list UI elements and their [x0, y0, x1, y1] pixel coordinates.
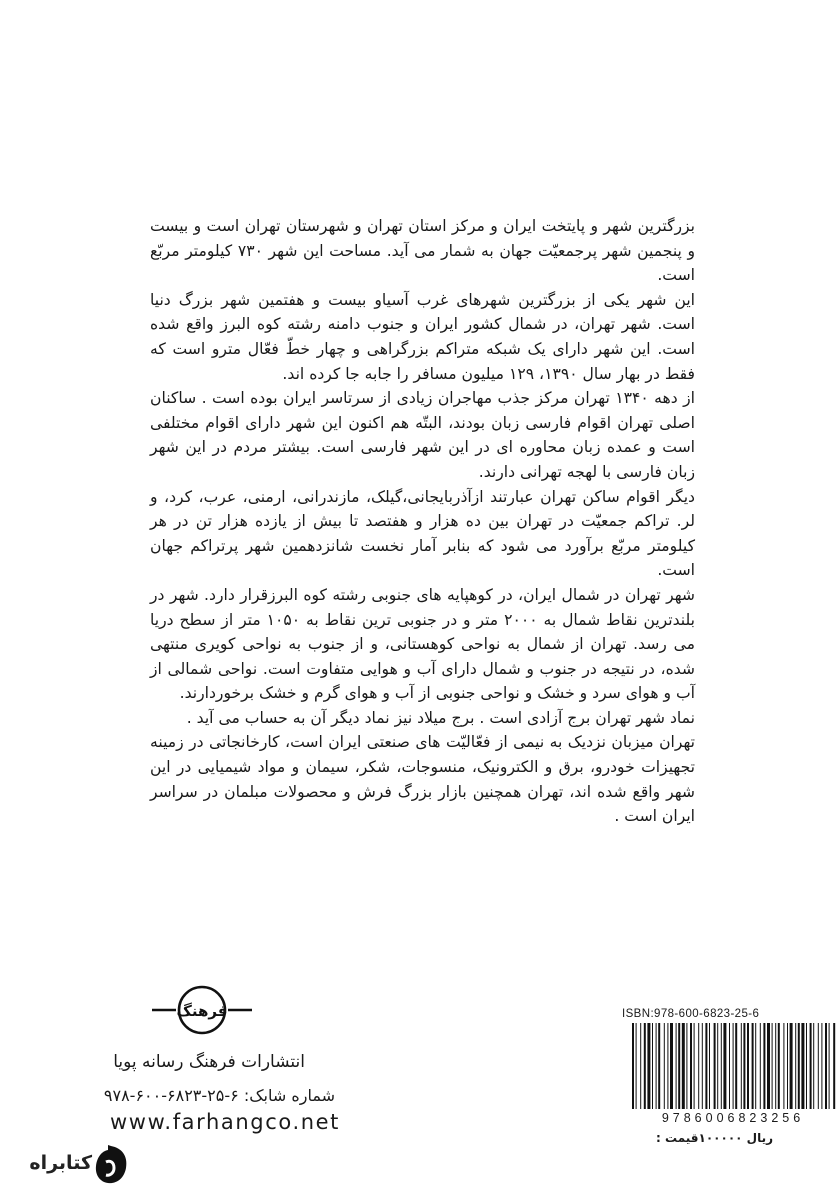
barcode-bar	[743, 1023, 745, 1109]
price-label: ریال ۱۰۰۰۰۰قیمت :	[656, 1131, 773, 1145]
barcode-bar	[664, 1023, 665, 1109]
barcode-bar	[682, 1023, 685, 1109]
paragraph: تهران میزبان نزدیک به نیمی از فعّالیّت های صنعتی ایران است، کارخانجاتی در زمینه تجهیزات خودرو، برق و الکترونیک، منسوجات، شکر، سیمان و مواد شیمیایی در این شهر واقع شده اند، تهران همچنین بازار بزرگ فرش و محصولات مبلمان در سراسر ایران است .	[150, 733, 695, 826]
svg-text:فرهنگ: فرهنگ	[176, 1002, 228, 1020]
barcode-bar	[833, 1023, 835, 1109]
brand-name: کتابراه	[29, 1152, 92, 1174]
paragraph: از دهه ۱۳۴۰ تهران مرکز جذب مهاجران زیادی از سرتاسر ایران بوده است . ساکنان اصلی تهران اقوام فارسی زبان بودند، البتّه هم اکنون این شهر دارای اقوام مختلفی است و عمده زبان محاوره ای در این شهر فارسی است. بیشتر مردم در این شهر زبان فارسی با لهجه تهرانی دارند.	[150, 389, 695, 481]
barcode-bar	[676, 1023, 677, 1109]
barcode-bar	[652, 1023, 653, 1109]
barcode-bar	[752, 1023, 754, 1109]
barcode-bar	[714, 1023, 716, 1109]
barcode-bar	[818, 1023, 819, 1109]
barcode-bar	[721, 1023, 722, 1109]
barcode-bar	[763, 1023, 765, 1109]
paragraph: نماد شهر تهران برج آزادی است . برج میلاد نیز نماد دیگر آن به حساب می آید .	[186, 708, 695, 727]
ketabrah-logo-icon	[92, 1142, 130, 1186]
barcode-bar	[705, 1023, 707, 1109]
website-url[interactable]: www.farhangco.net	[110, 1110, 340, 1134]
barcode-bar	[790, 1023, 793, 1109]
barcode-bar	[783, 1023, 784, 1109]
farhang-logo-icon	[152, 985, 252, 1035]
barcode	[628, 1023, 838, 1109]
barcode-bar	[632, 1023, 634, 1109]
paragraph: این شهر یکی از بزرگترین شهرهای غرب آسیاو بیست و هفتمین شهر بزرگ دنیا است. شهر تهران، در شمال کشور ایران و جنوب دامنه رشته کوه البرز واقع شده است. این شهر دارای یک شبکه متراکم بزرگراهی و چهار خطّ فعّال مترو است که فقط در بهار سال ۱۳۹۰، ۱۲۹ میلیون مسافر را جابه جا کرده اند.	[150, 290, 695, 383]
barcode-bar	[772, 1023, 773, 1109]
barcode-bar	[702, 1023, 703, 1109]
barcode-bar	[647, 1023, 650, 1109]
barcode-bar	[656, 1023, 657, 1109]
barcode-bar	[667, 1023, 668, 1109]
barcode-bar	[767, 1023, 770, 1109]
barcode-bar	[729, 1023, 730, 1109]
barcode-bar	[670, 1023, 673, 1109]
barcode-bar	[678, 1023, 680, 1109]
barcode-bar	[778, 1023, 780, 1109]
barcode-bar	[821, 1023, 822, 1109]
barcode-bar	[760, 1023, 761, 1109]
barcode-bar	[806, 1023, 807, 1109]
barcode-bar	[709, 1023, 710, 1109]
barcode-bar	[733, 1023, 734, 1109]
isbn-persian: شماره شابک: ۶-۲۵-۶۸۲۳-۶۰۰-۹۷۸	[103, 1086, 335, 1105]
barcode-bar	[810, 1023, 812, 1109]
barcode-bar	[640, 1023, 641, 1109]
barcode-bar	[795, 1023, 796, 1109]
paragraph: شهر تهران در شمال ایران، در کوهپایه های جنوبی رشته کوه البرزقرار دارد. شهر در بلندترین نقاط شمال به ۲۰۰۰ متر و در جنوبی ترین نقاط به ۱۰۵۰ متر از سطح دریا می رسد. تهران از شمال به نواحی کوهستانی، و از جنوب به نواحی کویری منتهی شده، در نتیجه در جنوب و شمال دارای آب و هوایی متفاوت است. نواحی شمالی از آب و هوای سرد و خشک و نواحی جنوبی از آب و هوای گرم و خشک برخوردارند.	[150, 585, 696, 703]
barcode-bar	[798, 1023, 800, 1109]
barcode-bar	[686, 1023, 687, 1109]
barcode-bar	[825, 1023, 827, 1109]
barcode-digits: 9786006823256	[661, 1111, 805, 1125]
barcode-bar	[644, 1023, 646, 1109]
barcode-bar	[775, 1023, 776, 1109]
barcode-bar	[829, 1023, 830, 1109]
barcode-bar	[813, 1023, 814, 1109]
barcode-bar	[787, 1023, 788, 1109]
barcode-bar	[690, 1023, 692, 1109]
back-cover-description	[150, 214, 695, 829]
barcode-bar	[694, 1023, 695, 1109]
ketabrah-brand	[8, 1142, 128, 1186]
barcode-bar	[755, 1023, 756, 1109]
barcode-bar	[741, 1023, 742, 1109]
barcode-bar	[717, 1023, 718, 1109]
publisher-name: انتشارات فرهنگ رسانه پویا	[113, 1052, 305, 1072]
barcode-bar	[735, 1023, 737, 1109]
barcode-bar	[658, 1023, 660, 1109]
barcode-bar	[636, 1023, 637, 1109]
barcode-bar	[747, 1023, 749, 1109]
barcode-bar	[698, 1023, 699, 1109]
barcode-bar	[801, 1023, 804, 1109]
paragraph: بزرگترین شهر و پایتخت ایران و مرکز استان تهران و شهرستان تهران است و بیست و پنجمین شهر پرجمعیّت جهان به شمار می آید. مساحت این شهر ۷۳۰ کیلومتر مربّع است.	[150, 217, 695, 285]
isbn-label: ISBN:978-600-6823-25-6	[622, 1008, 760, 1020]
paragraph: دیگر اقوام ساکن تهران عبارتند ازآذربایجانی،گیلک، مازندرانی، ارمنی، عرب، کرد، و لر. تراکم جمعیّت در تهران بین ده هزار و هفتصد تا بیش از یازده هزار تن در هر کیلومتر مربّع برآورد می شود که بنابر آمار نخست شانزدهمین شهر پرتراکم جهان است.	[150, 487, 695, 580]
barcode-bar	[723, 1023, 726, 1109]
